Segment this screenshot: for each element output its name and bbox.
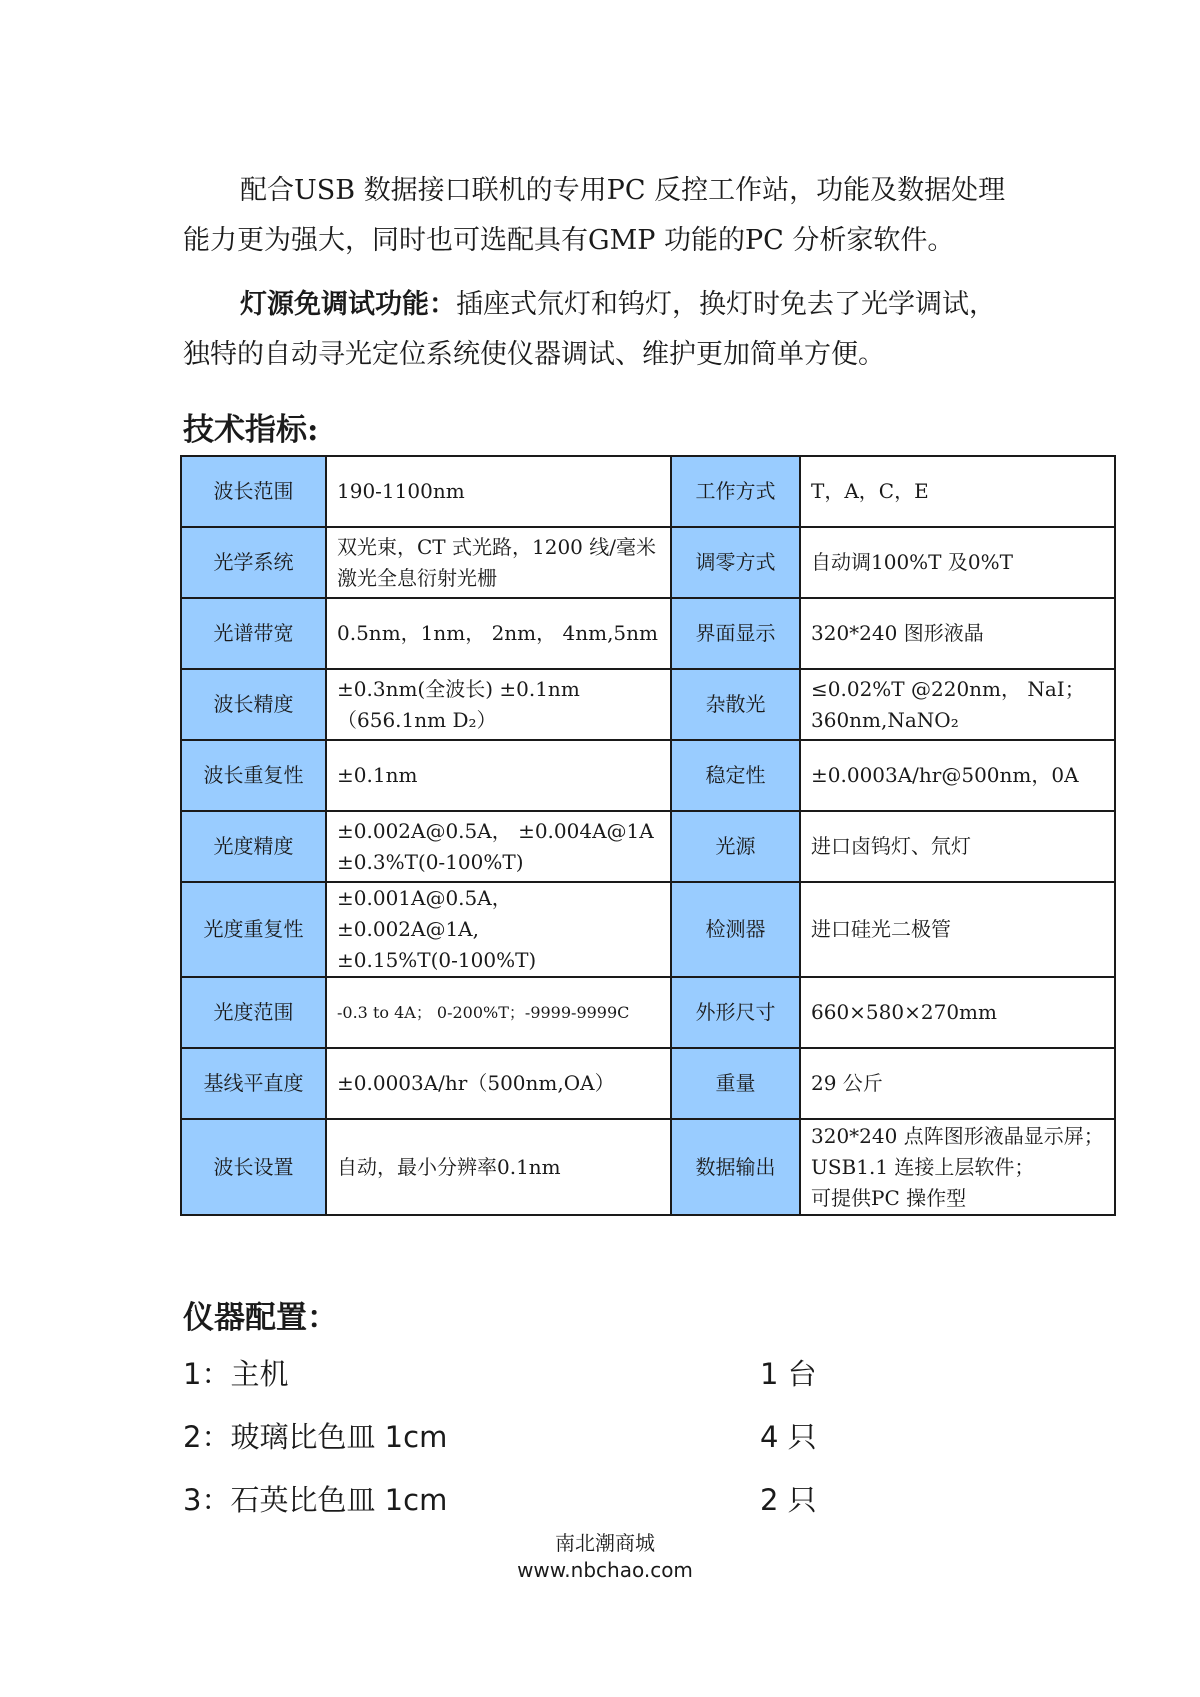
text-line: 配合USB 数据接口联机的专用PC 反控工作站，功能及数据处理 bbox=[240, 175, 1006, 206]
spec-value bbox=[800, 811, 1115, 882]
spec-label: 界面显示 bbox=[671, 598, 800, 669]
config-item-name: 2：玻璃比色皿 1cm bbox=[183, 1420, 448, 1454]
spec-label: 光学系统 bbox=[181, 527, 326, 598]
spec-value bbox=[800, 1048, 1115, 1119]
spec-value bbox=[800, 598, 1115, 669]
config-heading: 仪器配置： bbox=[183, 1300, 338, 1336]
spec-value bbox=[800, 1119, 1115, 1215]
spec-value bbox=[800, 669, 1115, 740]
spec-value-line: -0.3 to 4A； 0-200%T；-9999-9999C bbox=[337, 1003, 630, 1022]
spec-label: 光源 bbox=[671, 811, 800, 882]
spec-value bbox=[326, 811, 671, 882]
spec-value bbox=[326, 598, 671, 669]
spec-value-line: 0.5nm，1nm， 2nm， 4nm,5nm bbox=[337, 621, 659, 645]
spec-label: 杂散光 bbox=[671, 669, 800, 740]
spec-label: 光谱带宽 bbox=[181, 598, 326, 669]
spec-value-line: ±0.002A@0.5A， ±0.004A@1A bbox=[337, 818, 654, 843]
spec-value-line: ±0.3%T(0-100%T) bbox=[337, 849, 524, 874]
spec-label: 波长重复性 bbox=[181, 740, 326, 811]
spec-value-line: T，A，C，E bbox=[811, 479, 929, 503]
spec-value bbox=[800, 527, 1115, 598]
config-item-name: 3：石英比色皿 1cm bbox=[183, 1483, 448, 1517]
spec-label: 检测器 bbox=[671, 882, 800, 977]
spec-value-line: 660×580×270mm bbox=[811, 1000, 997, 1024]
spec-value bbox=[800, 882, 1115, 977]
spec-value bbox=[800, 740, 1115, 811]
spec-value-line: 320*240 点阵图形液晶显示屏； bbox=[811, 1123, 1104, 1148]
spec-label: 光度范围 bbox=[181, 977, 326, 1048]
spec-value-line: ±0.001A@0.5A， ±0.002A@1A, bbox=[337, 886, 512, 941]
config-item-name: 1：主机 bbox=[183, 1357, 289, 1391]
spec-value-line: （656.1nm D₂） bbox=[337, 707, 497, 732]
spec-value-line: 29 公斤 bbox=[811, 1071, 883, 1095]
spec-value-line: ±0.3nm(全波长) ±0.1nm bbox=[337, 676, 580, 701]
spec-row bbox=[181, 456, 1115, 527]
spec-label: 基线平直度 bbox=[181, 1048, 326, 1119]
intro-paragraph-2 bbox=[183, 280, 1063, 380]
spec-label: 稳定性 bbox=[671, 740, 800, 811]
spec-label: 重量 bbox=[671, 1048, 800, 1119]
spec-row bbox=[181, 740, 1115, 811]
config-item-qty: 4 只 bbox=[760, 1420, 817, 1454]
spec-value-line: 双光束，CT 式光路，1200 线/毫米 bbox=[337, 534, 656, 559]
spec-row bbox=[181, 598, 1115, 669]
spec-row bbox=[181, 669, 1115, 740]
spec-label: 光度重复性 bbox=[181, 882, 326, 977]
spec-value-line: 190-1100nm bbox=[337, 479, 465, 503]
spec-value-line: 自动调100%T 及0%T bbox=[811, 550, 1013, 574]
spec-table bbox=[180, 455, 1116, 1216]
spec-value-line: ±0.15%T(0-100%T) bbox=[337, 948, 537, 972]
config-item bbox=[183, 1352, 817, 1393]
spec-value bbox=[326, 669, 671, 740]
spec-row bbox=[181, 1048, 1115, 1119]
spec-value bbox=[326, 977, 671, 1048]
spec-value-line: USB1.1 连接上层软件； bbox=[811, 1154, 1035, 1179]
spec-row bbox=[181, 1119, 1115, 1215]
spec-value-line: 进口硅光二极管 bbox=[811, 917, 951, 941]
footer-site-name: 南北潮商城 bbox=[555, 1531, 655, 1555]
spec-label: 波长精度 bbox=[181, 669, 326, 740]
spec-value-line: ±0.0003A/hr（500nm,OA） bbox=[337, 1071, 615, 1095]
text-line: 独特的自动寻光定位系统使仪器调试、维护更加简单方便。 bbox=[183, 339, 885, 370]
spec-label: 光度精度 bbox=[181, 811, 326, 882]
spec-value bbox=[326, 527, 671, 598]
config-item bbox=[183, 1415, 817, 1456]
spec-value bbox=[800, 977, 1115, 1048]
config-item-qty: 2 只 bbox=[760, 1483, 817, 1517]
spec-label: 波长范围 bbox=[181, 456, 326, 527]
config-item bbox=[183, 1478, 817, 1519]
spec-label: 外形尺寸 bbox=[671, 977, 800, 1048]
spec-value bbox=[800, 456, 1115, 527]
spec-row bbox=[181, 811, 1115, 882]
spec-value-line: 激光全息衍射光栅 bbox=[337, 565, 497, 590]
footer-site-url: www.nbchao.com bbox=[517, 1558, 693, 1582]
spec-row bbox=[181, 527, 1115, 598]
spec-value bbox=[326, 1048, 671, 1119]
text-line: 能力更为强大，同时也可选配具有GMP 功能的PC 分析家软件。 bbox=[183, 225, 955, 256]
footer bbox=[0, 1530, 1200, 1584]
spec-value-line: ±0.1nm bbox=[337, 763, 418, 787]
spec-value-line: 可提供PC 操作型 bbox=[811, 1185, 967, 1210]
spec-row bbox=[181, 977, 1115, 1048]
spec-value-line: 360nm,NaNO₂ bbox=[811, 707, 959, 732]
spec-value-line: ±0.0003A/hr@500nm，0A bbox=[811, 763, 1079, 787]
text-line bbox=[183, 280, 1063, 330]
spec-value-line: ≤0.02%T @220nm， NaI； bbox=[811, 676, 1085, 701]
spec-value bbox=[326, 456, 671, 527]
config-item-qty: 1 台 bbox=[760, 1357, 817, 1391]
spec-value-line: 320*240 图形液晶 bbox=[811, 621, 984, 645]
spec-label: 调零方式 bbox=[671, 527, 800, 598]
spec-row bbox=[181, 882, 1115, 977]
spec-value-line: 进口卤钨灯、氘灯 bbox=[811, 834, 971, 858]
feature-title: 灯源免调试功能： bbox=[240, 289, 456, 320]
spec-value bbox=[326, 1119, 671, 1215]
spec-label: 数据输出 bbox=[671, 1119, 800, 1215]
spec-heading: 技术指标: bbox=[183, 412, 319, 448]
spec-value bbox=[326, 740, 671, 811]
spec-label: 波长设置 bbox=[181, 1119, 326, 1215]
spec-label: 工作方式 bbox=[671, 456, 800, 527]
intro-paragraph-1 bbox=[183, 166, 1063, 266]
spec-value bbox=[326, 882, 671, 977]
spec-value-line: 自动，最小分辨率0.1nm bbox=[337, 1154, 561, 1179]
feature-text: 插座式氘灯和钨灯，换灯时免去了光学调试， bbox=[456, 289, 996, 320]
